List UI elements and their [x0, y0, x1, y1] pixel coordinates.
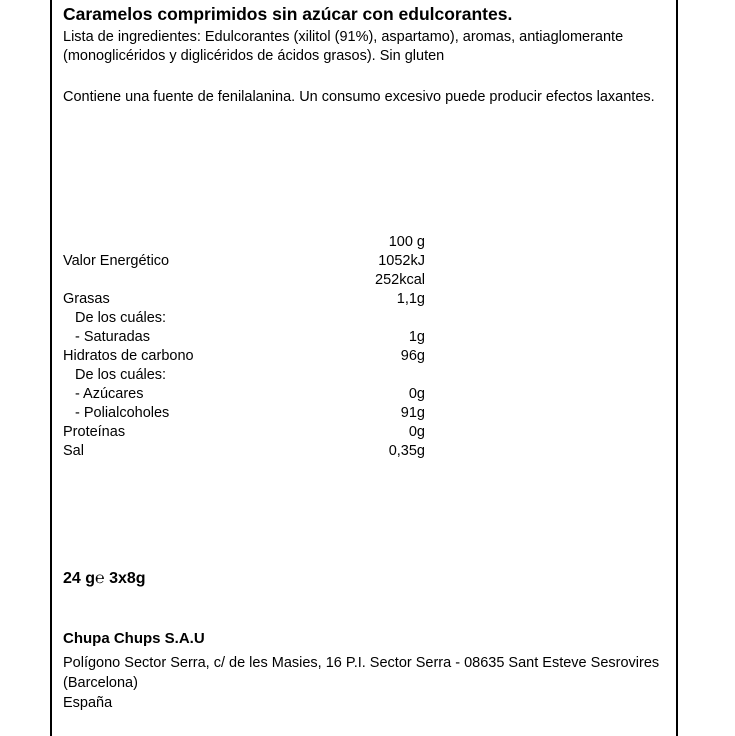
net-weight: 24 g℮ 3x8g — [63, 570, 146, 587]
nutrition-value: 0g — [408, 424, 425, 440]
nutrition-label: De los cuáles: — [75, 310, 167, 326]
nutrition-row-salt — [63, 442, 463, 461]
nutrition-label: - Azúcares — [75, 386, 144, 402]
nutrition-label: Grasas — [63, 291, 110, 307]
product-title: Caramelos comprimidos sin azúcar con edulcorantes. — [63, 4, 513, 24]
nutrition-value: 1052kJ — [378, 253, 425, 269]
nutrition-row-sugars — [63, 385, 463, 404]
nutrition-label: De los cuáles: — [75, 367, 167, 383]
nutrition-label: Sal — [63, 443, 84, 459]
nutrition-label: - Saturadas — [75, 329, 150, 345]
nutrition-label: Proteínas — [63, 424, 126, 440]
nutrition-row-fat-of-which — [63, 309, 463, 328]
manufacturer-country: España — [63, 695, 113, 711]
nutrition-row-carbs-of-which — [63, 366, 463, 385]
nutrition-value: 1g — [408, 329, 425, 345]
nutrition-value: 0g — [408, 386, 425, 402]
phenylalanine-warning: Contiene una fuente de fenilalanina. Un consumo excesivo puede producir efectos laxantes. — [63, 89, 655, 105]
nutrition-value: 0,35g — [388, 443, 425, 459]
nutrition-label: Valor Energético — [63, 253, 170, 269]
nutrition-row-protein — [63, 423, 463, 442]
nutrition-row-saturated — [63, 328, 463, 347]
nutrition-row-energy-kj — [63, 252, 463, 271]
ingredients-list: Lista de ingredientes: Edulcorantes (xilitol (91%), aspartamo), aromas, antiaglomerante (monoglicéridos y diglicéridos de ácidos grasos). Sin gluten — [63, 29, 624, 64]
manufacturer-address: Polígono Sector Serra, c/ de les Masies, 16 P.I. Sector Serra - 08635 Sant Esteve Sesrovires (Barcelona) — [63, 655, 660, 691]
nutrition-row-carbohydrates — [63, 347, 463, 366]
manufacturer-address-block — [63, 653, 673, 713]
manufacturer-name: Chupa Chups S.A.U — [63, 630, 205, 647]
nutrition-row-energy-kcal — [63, 271, 463, 290]
nutrition-header-row — [63, 233, 463, 252]
nutrition-row-polyols — [63, 404, 463, 423]
nutrition-row-fat — [63, 290, 463, 309]
nutrition-label: - Polialcoholes — [75, 405, 170, 421]
nutrition-value: 1,1g — [396, 291, 425, 307]
nutrition-value: 252kcal — [375, 272, 425, 288]
nutrition-label: Hidratos de carbono — [63, 348, 194, 364]
nutrition-value: 96g — [400, 348, 425, 364]
nutrition-value: 91g — [400, 405, 425, 421]
nutrition-header: 100 g — [388, 234, 425, 250]
